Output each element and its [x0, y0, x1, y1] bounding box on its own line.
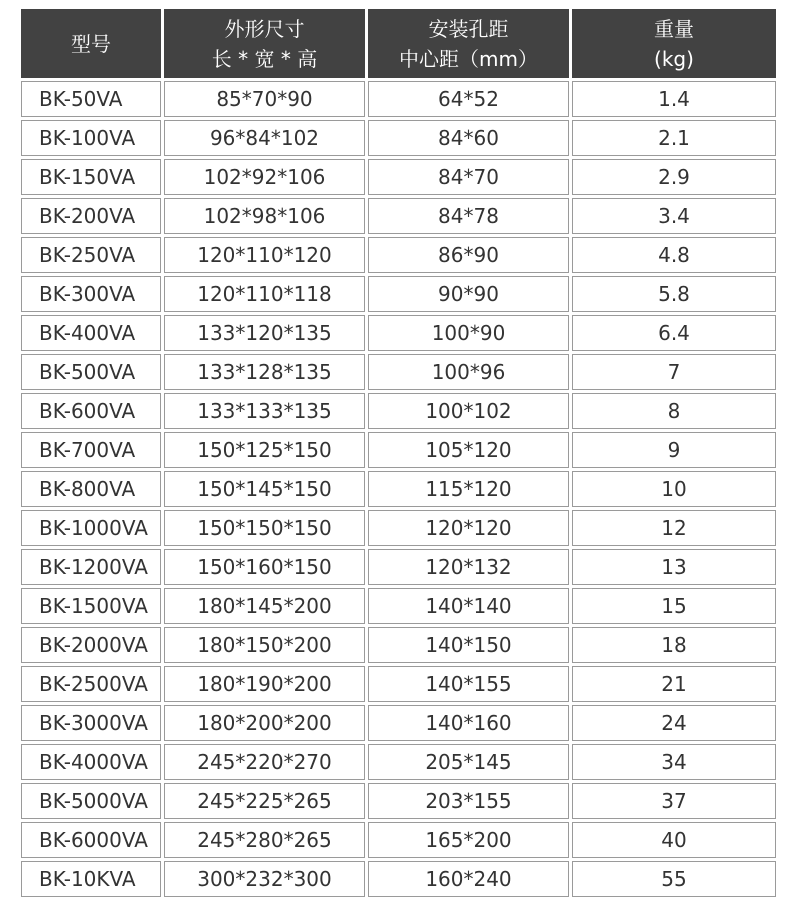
mounting-hole-cell: 100*96: [368, 354, 569, 390]
model-cell: BK-100VA: [21, 120, 161, 156]
dimensions-cell: 300*232*300: [164, 861, 365, 897]
dimensions-cell: 180*190*200: [164, 666, 365, 702]
model-cell: BK-400VA: [21, 315, 161, 351]
mounting-hole-cell: 205*145: [368, 744, 569, 780]
header-line: 长 * 宽 * 高: [211, 46, 318, 71]
header-line: (kg): [654, 46, 694, 71]
table-row: [21, 705, 776, 741]
header-row: [21, 9, 776, 78]
mounting-hole-cell: 140*160: [368, 705, 569, 741]
weight-cell: 6.4: [572, 315, 776, 351]
model-cell: BK-600VA: [21, 393, 161, 429]
mounting-hole-cell: 100*102: [368, 393, 569, 429]
model-cell: BK-1200VA: [21, 549, 161, 585]
table-row: [21, 354, 776, 390]
model-cell: BK-2500VA: [21, 666, 161, 702]
mounting-hole-cell: 84*60: [368, 120, 569, 156]
weight-cell: 4.8: [572, 237, 776, 273]
mounting-hole-cell: 86*90: [368, 237, 569, 273]
weight-cell: 18: [572, 627, 776, 663]
table-body: [21, 81, 776, 897]
model-cell: BK-250VA: [21, 237, 161, 273]
table-row: [21, 783, 776, 819]
weight-cell: 12: [572, 510, 776, 546]
dimensions-cell: 133*120*135: [164, 315, 365, 351]
weight-cell: 34: [572, 744, 776, 780]
dimensions-cell: 245*280*265: [164, 822, 365, 858]
model-cell: BK-10KVA: [21, 861, 161, 897]
header-line: 型号: [71, 31, 111, 56]
model-cell: BK-1000VA: [21, 510, 161, 546]
weight-cell: 2.9: [572, 159, 776, 195]
weight-cell: 13: [572, 549, 776, 585]
table-row: [21, 198, 776, 234]
transformer-spec-table: [18, 6, 779, 900]
dimensions-cell: 245*220*270: [164, 744, 365, 780]
model-cell: BK-50VA: [21, 81, 161, 117]
mounting-hole-cell: 120*120: [368, 510, 569, 546]
table-row: [21, 276, 776, 312]
dimensions-cell: 133*133*135: [164, 393, 365, 429]
table-row: [21, 237, 776, 273]
mounting-hole-cell: 140*140: [368, 588, 569, 624]
mounting-hole-cell: 115*120: [368, 471, 569, 507]
table-row: [21, 822, 776, 858]
dimensions-cell: 133*128*135: [164, 354, 365, 390]
weight-cell: 8: [572, 393, 776, 429]
model-cell: BK-4000VA: [21, 744, 161, 780]
dimensions-cell: 120*110*120: [164, 237, 365, 273]
weight-cell: 2.1: [572, 120, 776, 156]
weight-cell: 1.4: [572, 81, 776, 117]
table-row: [21, 510, 776, 546]
header-line: 中心距（mm）: [399, 46, 538, 71]
mounting-hole-cell: 203*155: [368, 783, 569, 819]
table-row: [21, 315, 776, 351]
dimensions-cell: 150*145*150: [164, 471, 365, 507]
dimensions-cell: 85*70*90: [164, 81, 365, 117]
table-row: [21, 81, 776, 117]
header-line: 安装孔距: [428, 16, 509, 41]
table-header: [21, 9, 776, 78]
mounting-hole-cell: 105*120: [368, 432, 569, 468]
mounting-hole-cell: 140*150: [368, 627, 569, 663]
model-cell: BK-700VA: [21, 432, 161, 468]
weight-cell: 15: [572, 588, 776, 624]
model-cell: BK-500VA: [21, 354, 161, 390]
mounting-hole-cell: 84*78: [368, 198, 569, 234]
mounting-hole-cell: 64*52: [368, 81, 569, 117]
mounting-hole-cell: 160*240: [368, 861, 569, 897]
weight-cell: 3.4: [572, 198, 776, 234]
table-row: [21, 588, 776, 624]
mounting-hole-cell: 84*70: [368, 159, 569, 195]
table-row: [21, 861, 776, 897]
table-row: [21, 549, 776, 585]
weight-cell: 40: [572, 822, 776, 858]
spec-table-container: [18, 6, 776, 900]
dimensions-cell: 150*125*150: [164, 432, 365, 468]
model-cell: BK-3000VA: [21, 705, 161, 741]
dimensions-cell: 96*84*102: [164, 120, 365, 156]
model-cell: BK-2000VA: [21, 627, 161, 663]
model-cell: BK-200VA: [21, 198, 161, 234]
table-row: [21, 666, 776, 702]
table-row: [21, 627, 776, 663]
model-cell: BK-800VA: [21, 471, 161, 507]
dimensions-cell: 150*160*150: [164, 549, 365, 585]
dimensions-cell: 102*98*106: [164, 198, 365, 234]
weight-cell: 21: [572, 666, 776, 702]
model-cell: BK-1500VA: [21, 588, 161, 624]
weight-cell: 7: [572, 354, 776, 390]
dimensions-cell: 180*150*200: [164, 627, 365, 663]
table-row: [21, 393, 776, 429]
dimensions-cell: 120*110*118: [164, 276, 365, 312]
dimensions-cell: 245*225*265: [164, 783, 365, 819]
table-row: [21, 159, 776, 195]
header-model: [21, 9, 161, 78]
table-row: [21, 120, 776, 156]
mounting-hole-cell: 165*200: [368, 822, 569, 858]
weight-cell: 10: [572, 471, 776, 507]
table-row: [21, 744, 776, 780]
header-dimensions: [164, 9, 365, 78]
table-row: [21, 471, 776, 507]
mounting-hole-cell: 90*90: [368, 276, 569, 312]
mounting-hole-cell: 120*132: [368, 549, 569, 585]
dimensions-cell: 150*150*150: [164, 510, 365, 546]
header-mounting-hole: [368, 9, 569, 78]
mounting-hole-cell: 100*90: [368, 315, 569, 351]
header-line: 外形尺寸: [224, 16, 305, 41]
table-row: [21, 432, 776, 468]
weight-cell: 9: [572, 432, 776, 468]
weight-cell: 37: [572, 783, 776, 819]
model-cell: BK-300VA: [21, 276, 161, 312]
mounting-hole-cell: 140*155: [368, 666, 569, 702]
header-line: 重量: [654, 16, 694, 41]
weight-cell: 24: [572, 705, 776, 741]
model-cell: BK-5000VA: [21, 783, 161, 819]
model-cell: BK-6000VA: [21, 822, 161, 858]
header-weight: [572, 9, 776, 78]
weight-cell: 55: [572, 861, 776, 897]
weight-cell: 5.8: [572, 276, 776, 312]
dimensions-cell: 180*200*200: [164, 705, 365, 741]
model-cell: BK-150VA: [21, 159, 161, 195]
dimensions-cell: 180*145*200: [164, 588, 365, 624]
dimensions-cell: 102*92*106: [164, 159, 365, 195]
